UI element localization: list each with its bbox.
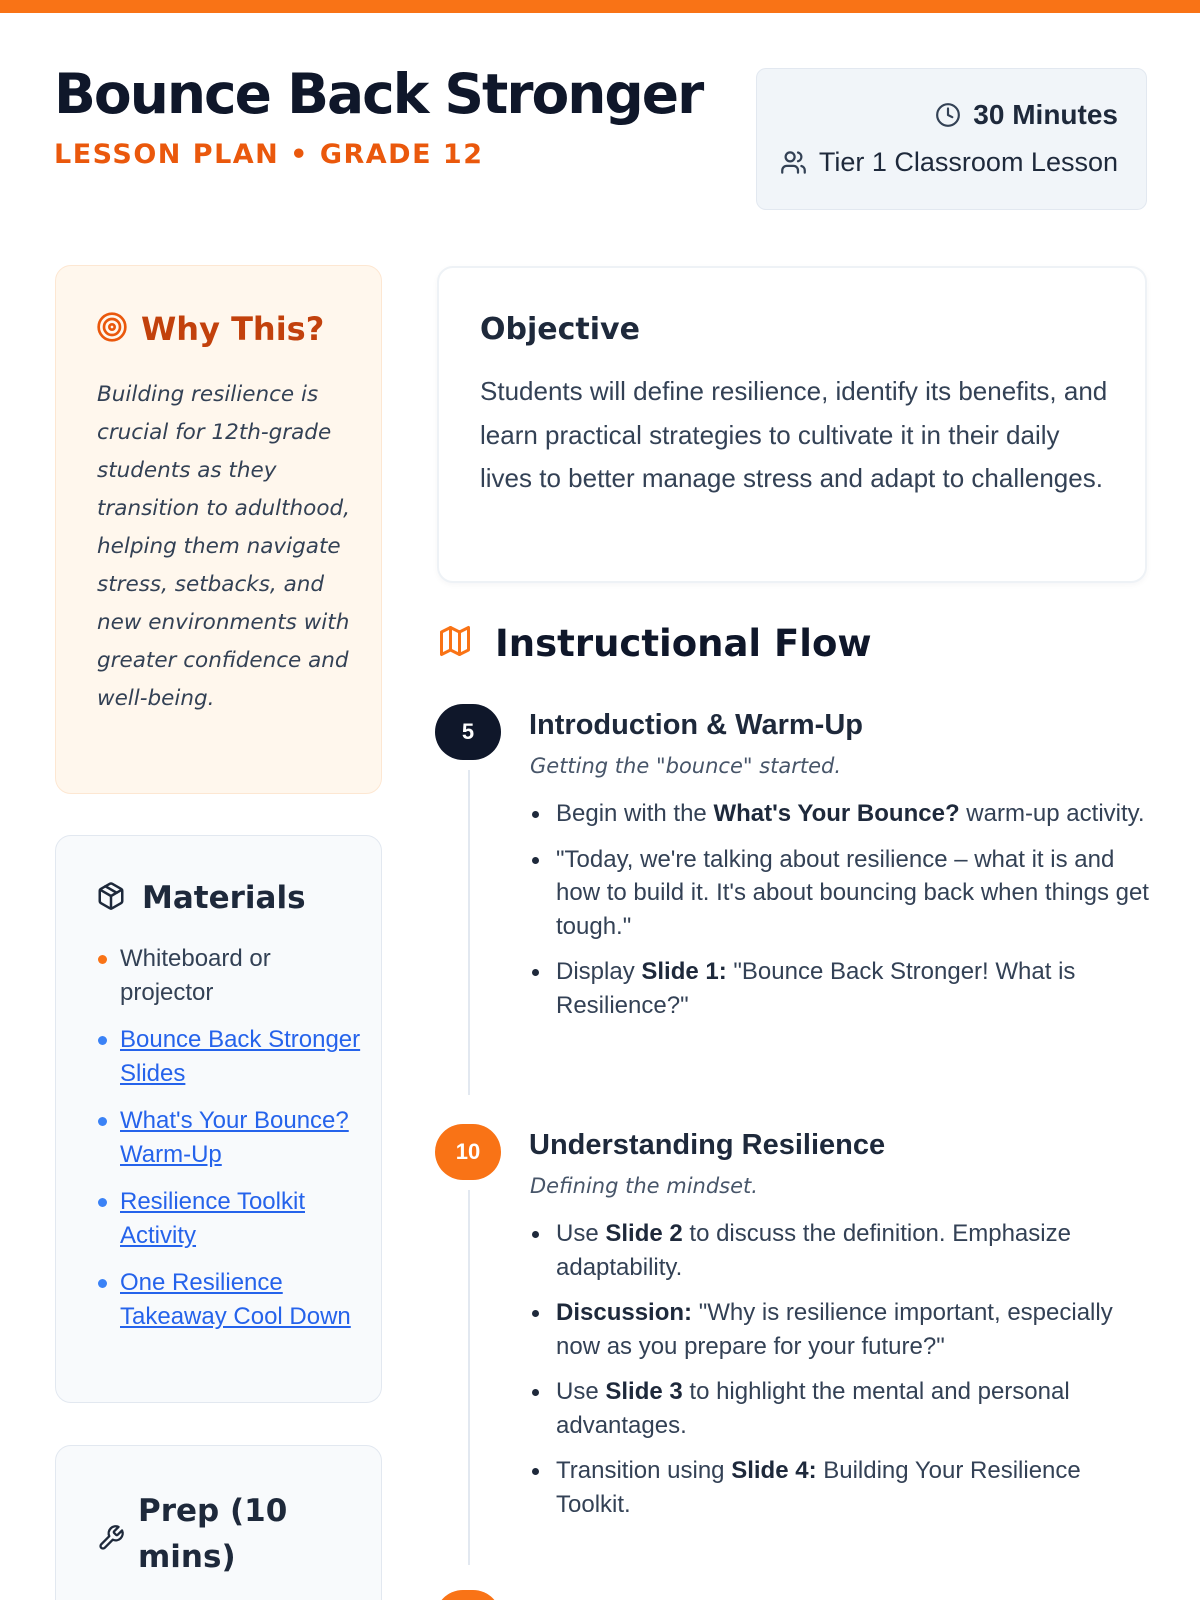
- step-bullet: Display Slide 1: "Bounce Back Stronger! What is Resilience?": [530, 955, 1150, 1022]
- slides-link[interactable]: Bounce Back Stronger Slides: [120, 1026, 361, 1087]
- materials-card: [55, 835, 382, 1403]
- materials-item: [98, 1266, 368, 1334]
- step-minutes-badge: 5: [435, 704, 501, 760]
- page-title: Bounce Back Stronger: [54, 62, 703, 126]
- prep-card: [55, 1445, 382, 1600]
- wrench-icon: [97, 1524, 125, 1557]
- step-bullet: Discussion: "Why is resilience important, especially now as you prepare for your future?": [530, 1296, 1150, 1363]
- step-minutes-badge: [435, 1590, 501, 1600]
- objective-card: [437, 266, 1147, 583]
- duration-row: [935, 99, 1118, 131]
- step-bullet: "Today, we're talking about resilience – what it is and how to build it. It's about bouncing back when things get tough.": [530, 843, 1150, 944]
- materials-item: [98, 942, 368, 1010]
- cool-down-link[interactable]: One Resilience Takeaway Cool Down: [120, 1269, 351, 1330]
- step-bullet: Use Slide 2 to discuss the definition. Emphasize adaptability.: [530, 1217, 1150, 1284]
- why-this-title: Why This?: [141, 310, 325, 348]
- toolkit-activity-link[interactable]: Resilience Toolkit Activity: [120, 1188, 305, 1249]
- step-bullet: Transition using Slide 4: Building Your Resilience Toolkit.: [530, 1454, 1150, 1521]
- timeline-line: [468, 770, 470, 1095]
- step-title: Introduction & Warm-Up: [529, 709, 863, 741]
- lesson-type-row: [780, 147, 1118, 178]
- top-accent-bar: [0, 0, 1200, 13]
- instructional-flow-title: Instructional Flow: [495, 622, 872, 665]
- step-minutes-badge: 10: [435, 1124, 501, 1180]
- page-subtitle: LESSON PLAN • GRADE 12: [54, 139, 484, 170]
- materials-item: [98, 1023, 368, 1091]
- materials-item: [98, 1185, 368, 1253]
- warm-up-link[interactable]: What's Your Bounce? Warm-Up: [120, 1107, 349, 1168]
- map-icon: [437, 623, 473, 664]
- step-subtitle: Getting the "bounce" started.: [530, 754, 842, 778]
- why-this-body: Building resilience is crucial for 12th-grade students as they transition to adulthood, helping them navigate stress, setbacks, and new environments with greater confidence and well-being.: [97, 382, 350, 711]
- prep-title: Prep (10 mins): [138, 1493, 288, 1575]
- lesson-meta-card: [756, 68, 1147, 210]
- users-icon: [780, 149, 807, 176]
- target-icon: [96, 311, 128, 348]
- step-bullet-list: [530, 1217, 1150, 1533]
- materials-title: Materials: [142, 880, 306, 916]
- step-subtitle: Defining the mindset.: [530, 1174, 758, 1198]
- duration-text: 30 Minutes: [973, 99, 1118, 130]
- objective-title: Objective: [480, 312, 640, 347]
- timeline-line: [468, 1190, 470, 1565]
- instructional-flow-header: [437, 622, 872, 665]
- step-title: Understanding Resilience: [529, 1129, 886, 1161]
- lesson-type-text: Tier 1 Classroom Lesson: [818, 147, 1118, 177]
- materials-item: [98, 1104, 368, 1172]
- materials-item-label: Whiteboard or projector: [120, 945, 271, 1006]
- clock-icon: [935, 102, 961, 128]
- step-bullet: Begin with the What's Your Bounce? warm-up activity.: [530, 797, 1150, 831]
- step-bullet-list: [530, 797, 1150, 1034]
- package-icon: [96, 881, 126, 916]
- why-this-card: [55, 265, 382, 794]
- materials-list: [98, 942, 368, 1347]
- step-bullet: Use Slide 3 to highlight the mental and personal advantages.: [530, 1375, 1150, 1442]
- objective-text: Students will define resilience, identify its benefits, and learn practical strategies to cultivate it in their daily lives to better manage stress and adapt to challenges.: [480, 376, 1108, 493]
